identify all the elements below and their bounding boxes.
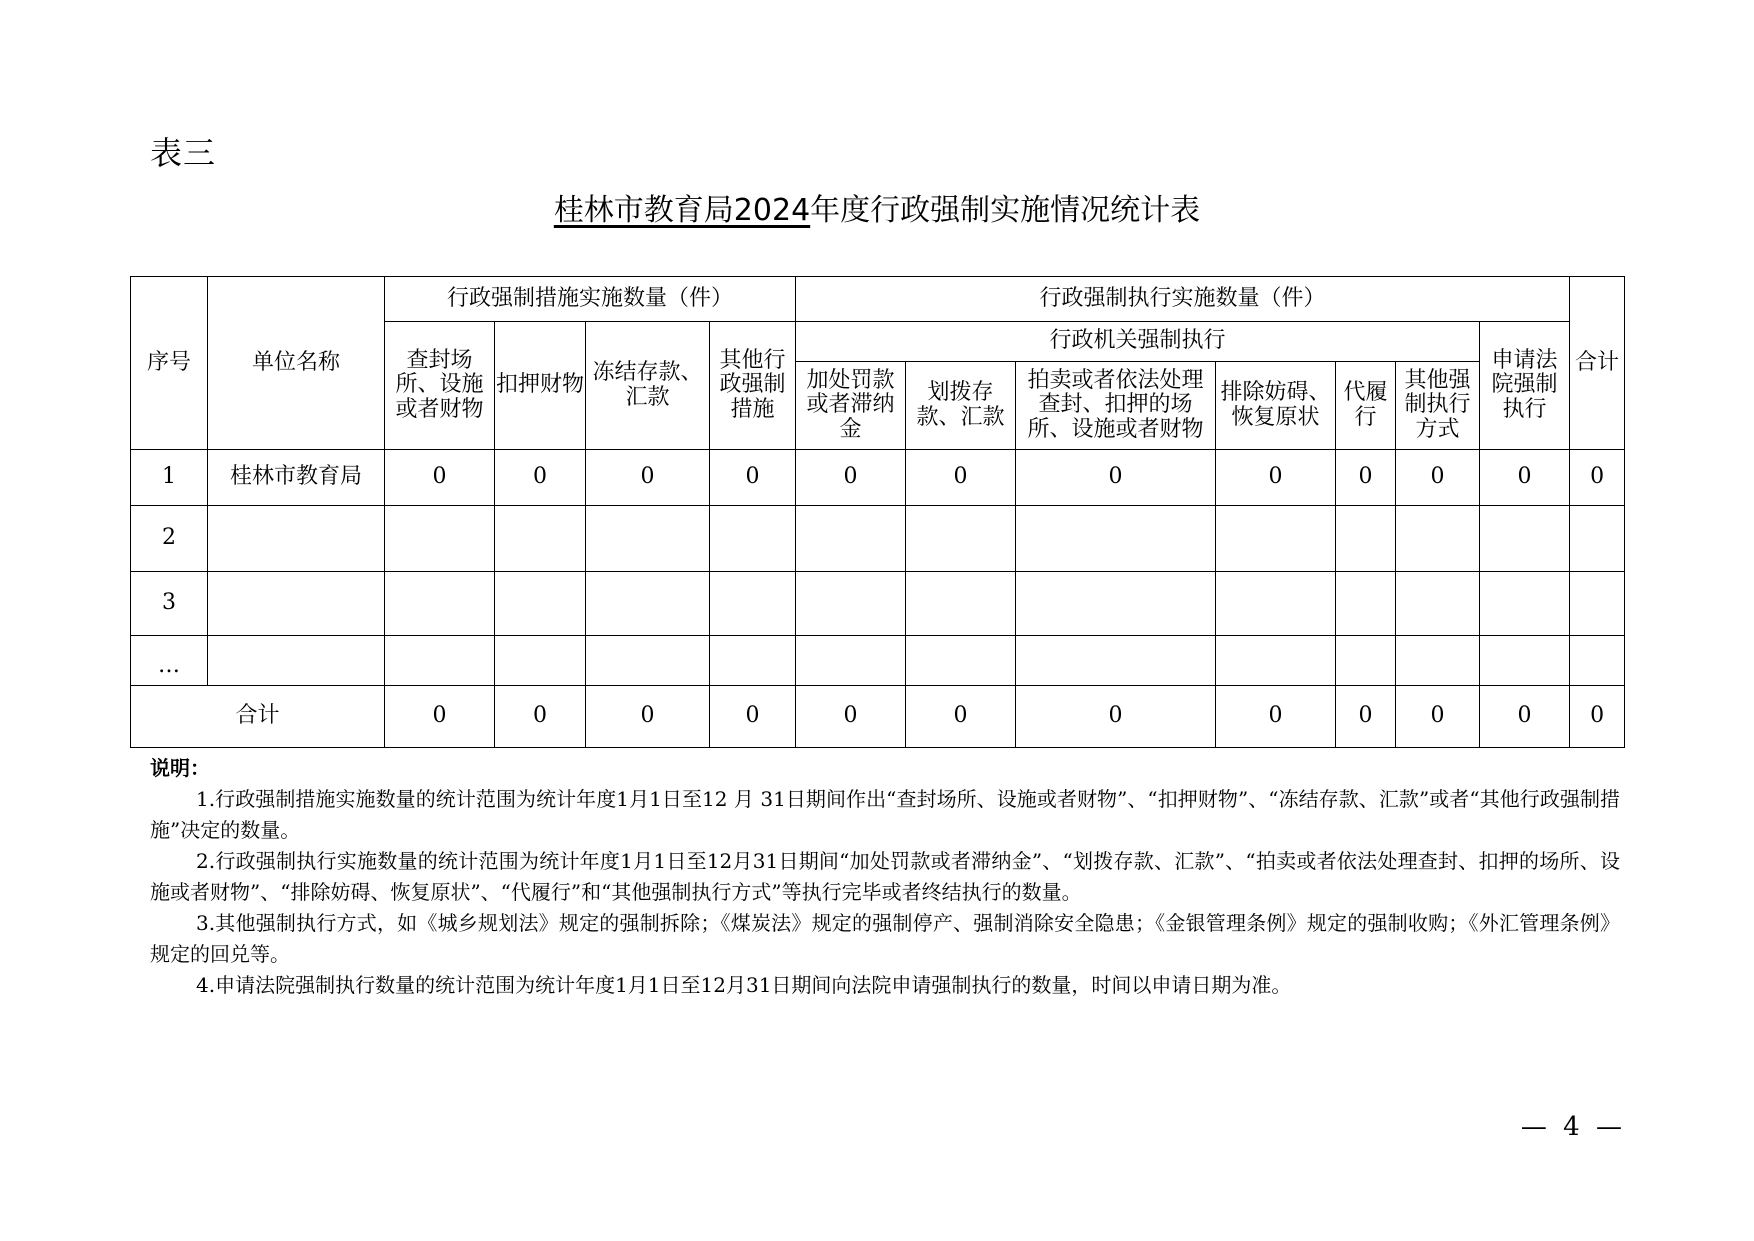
- header-exec-col: 加处罚款或者滞纳金: [796, 362, 906, 450]
- header-unit-name: 单位名称: [208, 277, 385, 450]
- cell: [1216, 572, 1336, 636]
- total-cell: 0: [906, 686, 1016, 748]
- table-row: [131, 450, 1625, 506]
- cell: [385, 506, 495, 572]
- cell: [1570, 636, 1625, 686]
- cell: [1396, 572, 1480, 636]
- cell: [1570, 506, 1625, 572]
- row-index: 1: [131, 450, 208, 506]
- total-cell: 0: [796, 686, 906, 748]
- cell: 0: [906, 450, 1016, 506]
- cell: [906, 506, 1016, 572]
- row-unit: [208, 572, 385, 636]
- cell: [385, 572, 495, 636]
- cell: [586, 572, 710, 636]
- total-cell: 0: [710, 686, 796, 748]
- cell: 0: [495, 450, 586, 506]
- cell: [1336, 572, 1396, 636]
- table-row: [131, 636, 1625, 686]
- note-item: 4.申请法院强制执行数量的统计范围为统计年度1月1日至12月31日期间向法院申请强制执行的数量，时间以申请日期为准。: [196, 973, 1292, 997]
- cell: [1216, 636, 1336, 686]
- cell: [495, 572, 586, 636]
- row-unit: 桂林市教育局: [208, 450, 385, 506]
- row-index: 3: [131, 572, 208, 636]
- row-unit: [208, 506, 385, 572]
- cell: 0: [586, 450, 710, 506]
- header-execution-group: 行政强制执行实施数量（件）: [796, 277, 1570, 322]
- header-total: 合计: [1570, 277, 1625, 450]
- total-cell: 0: [1336, 686, 1396, 748]
- row-unit: [208, 636, 385, 686]
- header-exec-col: 其他强制执行方式: [1396, 362, 1480, 450]
- cell: [1480, 572, 1570, 636]
- cell: [796, 506, 906, 572]
- cell: [710, 636, 796, 686]
- total-cell: 0: [495, 686, 586, 748]
- total-cell: 0: [1216, 686, 1336, 748]
- total-cell: 0: [1570, 686, 1625, 748]
- cell: [1336, 636, 1396, 686]
- header-index: 序号: [131, 277, 208, 450]
- note-item: 1.行政强制措施实施数量的统计范围为统计年度1月1日至12 月 31日期间作出“查封场所、设施或者财物”、“扣押财物”、“冻结存款、汇款”或者“其他行政强制措施”决定的数量。: [150, 787, 1620, 842]
- total-cell: 0: [1480, 686, 1570, 748]
- title-rest-part: 年度行政强制实施情况统计表: [810, 193, 1201, 228]
- total-cell: 0: [1396, 686, 1480, 748]
- cell: 0: [385, 450, 495, 506]
- cell: [1336, 506, 1396, 572]
- cell: [1396, 506, 1480, 572]
- cell: [796, 572, 906, 636]
- header-court-execution: 申请法院强制执行: [1480, 322, 1570, 450]
- cell: 0: [710, 450, 796, 506]
- statistics-table: [130, 276, 1625, 748]
- cell: 0: [1336, 450, 1396, 506]
- cell: 0: [1216, 450, 1336, 506]
- header-measure-col: 查封场所、设施或者财物: [385, 322, 495, 450]
- cell: [385, 636, 495, 686]
- page-title: [0, 185, 1754, 229]
- document-label: 表三: [150, 134, 217, 172]
- table-row: [131, 506, 1625, 572]
- cell: [710, 506, 796, 572]
- note-item: 2.行政强制执行实施数量的统计范围为统计年度1月1日至12月31日期间“加处罚款或者滞纳金”、“划拨存款、汇款”、“拍卖或者依法处理查封、扣押的场所、设施或者财物”、“排除妨碍、恢复原状”、“代履行”和“其他强制执行方式”等执行完毕或者终结执行的数量。: [150, 849, 1620, 904]
- header-admin-execution: 行政机关强制执行: [796, 322, 1480, 362]
- row-index: 2: [131, 506, 208, 572]
- cell: [1396, 636, 1480, 686]
- total-cell: 0: [385, 686, 495, 748]
- header-exec-col: 代履行: [1336, 362, 1396, 450]
- header-measures-group: 行政强制措施实施数量（件）: [385, 277, 796, 322]
- cell: [1016, 636, 1216, 686]
- cell: [906, 572, 1016, 636]
- cell: [1016, 506, 1216, 572]
- cell: [495, 506, 586, 572]
- cell: [710, 572, 796, 636]
- table-row: [131, 572, 1625, 636]
- cell: [1016, 572, 1216, 636]
- cell: 0: [796, 450, 906, 506]
- cell: [586, 636, 710, 686]
- header-exec-col: 划拨存款、汇款: [906, 362, 1016, 450]
- cell: [1480, 506, 1570, 572]
- notes-section: [150, 753, 1620, 1001]
- cell: 0: [1570, 450, 1625, 506]
- header-measure-col: 冻结存款、汇款: [586, 322, 710, 450]
- cell: [796, 636, 906, 686]
- total-cell: 0: [1016, 686, 1216, 748]
- header-measure-col: 扣押财物: [495, 322, 586, 450]
- total-label: 合计: [131, 686, 385, 748]
- title-underlined-part: 桂林市教育局2024: [553, 193, 811, 228]
- notes-heading: 说明：: [150, 756, 210, 780]
- cell: [1216, 506, 1336, 572]
- header-measure-col: 其他行政强制措施: [710, 322, 796, 450]
- cell: [1480, 636, 1570, 686]
- cell: [1570, 572, 1625, 636]
- table-total-row: [131, 686, 1625, 748]
- row-index: …: [131, 636, 208, 686]
- note-item: 3.其他强制执行方式，如《城乡规划法》规定的强制拆除；《煤炭法》规定的强制停产、强制消除安全隐患；《金银管理条例》规定的强制收购；《外汇管理条例》规定的回兑等。: [150, 911, 1620, 966]
- total-cell: 0: [586, 686, 710, 748]
- header-exec-col: 拍卖或者依法处理查封、扣押的场所、设施或者财物: [1016, 362, 1216, 450]
- page-number: — 4 —: [1520, 1112, 1626, 1142]
- cell: [586, 506, 710, 572]
- cell: [495, 636, 586, 686]
- header-exec-col: 排除妨碍、恢复原状: [1216, 362, 1336, 450]
- cell: [906, 636, 1016, 686]
- cell: 0: [1396, 450, 1480, 506]
- cell: 0: [1480, 450, 1570, 506]
- cell: 0: [1016, 450, 1216, 506]
